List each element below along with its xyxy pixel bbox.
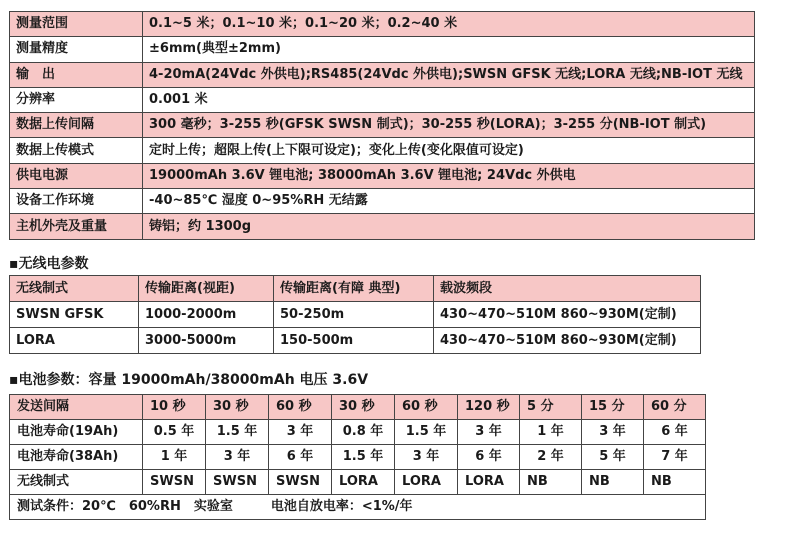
wireless-header-row [10,276,701,302]
wireless-row [10,302,701,328]
battery-cell: 1 年 [143,445,206,470]
battery-row [10,470,706,495]
battery-cell: SWSN [269,470,332,495]
battery-cell: 3 年 [395,445,458,470]
spec-value: 19000mAh 3.6V 锂电池; 38000mAh 3.6V 锂电池; 24Vdc 外供电 [143,163,755,188]
battery-row [10,420,706,445]
spec-row [10,37,755,62]
battery-cell: NB [582,470,644,495]
battery-row-label: 电池寿命(19Ah) [10,420,143,445]
spec-label: 测量范围 [10,12,143,37]
battery-interval-cell: 60 秒 [269,395,332,420]
battery-cell: SWSN [143,470,206,495]
wireless-header-cell: 无线制式 [10,276,139,302]
battery-cell: NB [644,470,706,495]
battery-cell: 3 年 [458,420,520,445]
spec-row [10,163,755,188]
battery-cell: LORA [395,470,458,495]
spec-label: 分辨率 [10,87,143,112]
battery-interval-cell: 60 分 [644,395,706,420]
battery-row [10,445,706,470]
battery-cell: 1 年 [520,420,582,445]
battery-cell: 1.5 年 [332,445,395,470]
battery-interval-cell: 5 分 [520,395,582,420]
battery-cell: 1.5 年 [395,420,458,445]
spec-row [10,214,755,239]
wireless-cell: 150-500m [274,328,434,354]
battery-cell: 5 年 [582,445,644,470]
battery-note-row [10,495,706,520]
spec-row [10,87,755,112]
battery-cell: 6 年 [269,445,332,470]
wireless-cell: 3000-5000m [139,328,274,354]
wireless-cell: LORA [10,328,139,354]
spec-label: 供电电源 [10,163,143,188]
battery-interval-cell: 30 秒 [332,395,395,420]
battery-interval-cell: 120 秒 [458,395,520,420]
spec-row [10,62,755,87]
spec-value: 300 毫秒；3-255 秒(GFSK SWSN 制式)；30-255 秒(LORA)；3-255 分(NB-IOT 制式) [143,113,755,138]
battery-cell: 3 年 [269,420,332,445]
spec-row [10,113,755,138]
spec-table [9,11,755,240]
battery-cell: 3 年 [206,445,269,470]
spec-label: 主机外壳及重量 [10,214,143,239]
battery-cell: NB [520,470,582,495]
wireless-header-cell: 传输距离(视距) [139,276,274,302]
wireless-row [10,328,701,354]
wireless-table [9,275,701,354]
battery-cell: SWSN [206,470,269,495]
spec-row [10,12,755,37]
battery-interval-cell: 60 秒 [395,395,458,420]
battery-section-title: ▪电池参数：容量 19000mAh/38000mAh 电压 3.6V [9,372,369,388]
self-discharge-text: 电池自放电率：<1%/年 [270,499,413,514]
battery-cell: 3 年 [582,420,644,445]
battery-cell: 6 年 [458,445,520,470]
spec-value: 0.1~5 米；0.1~10 米；0.1~20 米；0.2~40 米 [143,12,755,37]
spec-label: 设备工作环境 [10,189,143,214]
spec-value: -40~85℃ 湿度 0~95%RH 无结露 [143,189,755,214]
battery-cell: 0.8 年 [332,420,395,445]
wireless-body [10,276,701,354]
battery-cell: 2 年 [520,445,582,470]
spec-label: 数据上传模式 [10,138,143,163]
battery-header-label: 发送间隔 [10,395,143,420]
battery-row-label: 电池寿命(38Ah) [10,445,143,470]
spec-value: 0.001 米 [143,87,755,112]
spec-label: 数据上传间隔 [10,113,143,138]
battery-interval-cell: 10 秒 [143,395,206,420]
battery-cell: LORA [458,470,520,495]
battery-interval-cell: 30 秒 [206,395,269,420]
spec-value: ±6mm(典型±2mm) [143,37,755,62]
spec-label: 输 出 [10,62,143,87]
wireless-cell: 1000-2000m [139,302,274,328]
wireless-cell: 430~470~510M 860~930M(定制) [434,328,701,354]
battery-cell: 0.5 年 [143,420,206,445]
spec-label: 测量精度 [10,37,143,62]
battery-row-label: 无线制式 [10,470,143,495]
battery-interval-cell: 15 分 [582,395,644,420]
battery-cell: 6 年 [644,420,706,445]
spec-value: 铸铝；约 1300g [143,214,755,239]
battery-table [9,394,706,520]
wireless-cell: SWSN GFSK [10,302,139,328]
wireless-section-title: ▪无线电参数 [9,256,89,272]
spec-value: 4-20mA(24Vdc 外供电);RS485(24Vdc 外供电);SWSN GFSK 无线;LORA 无线;NB-IOT 无线 [143,62,755,87]
test-conditions-text: 测试条件：20℃ 60%RH 实验室 [17,499,233,514]
spec-body [10,12,755,240]
battery-note [10,495,706,520]
spec-row [10,189,755,214]
battery-cell: 7 年 [644,445,706,470]
battery-cell: LORA [332,470,395,495]
battery-header-row [10,395,706,420]
spec-value: 定时上传；超限上传(上下限可设定)；变化上传(变化限值可设定) [143,138,755,163]
wireless-cell: 50-250m [274,302,434,328]
battery-body [10,395,706,520]
wireless-header-cell: 传输距离(有障 典型) [274,276,434,302]
battery-cell: 1.5 年 [206,420,269,445]
wireless-header-cell: 载波频段 [434,276,701,302]
wireless-cell: 430~470~510M 860~930M(定制) [434,302,701,328]
spec-row [10,138,755,163]
